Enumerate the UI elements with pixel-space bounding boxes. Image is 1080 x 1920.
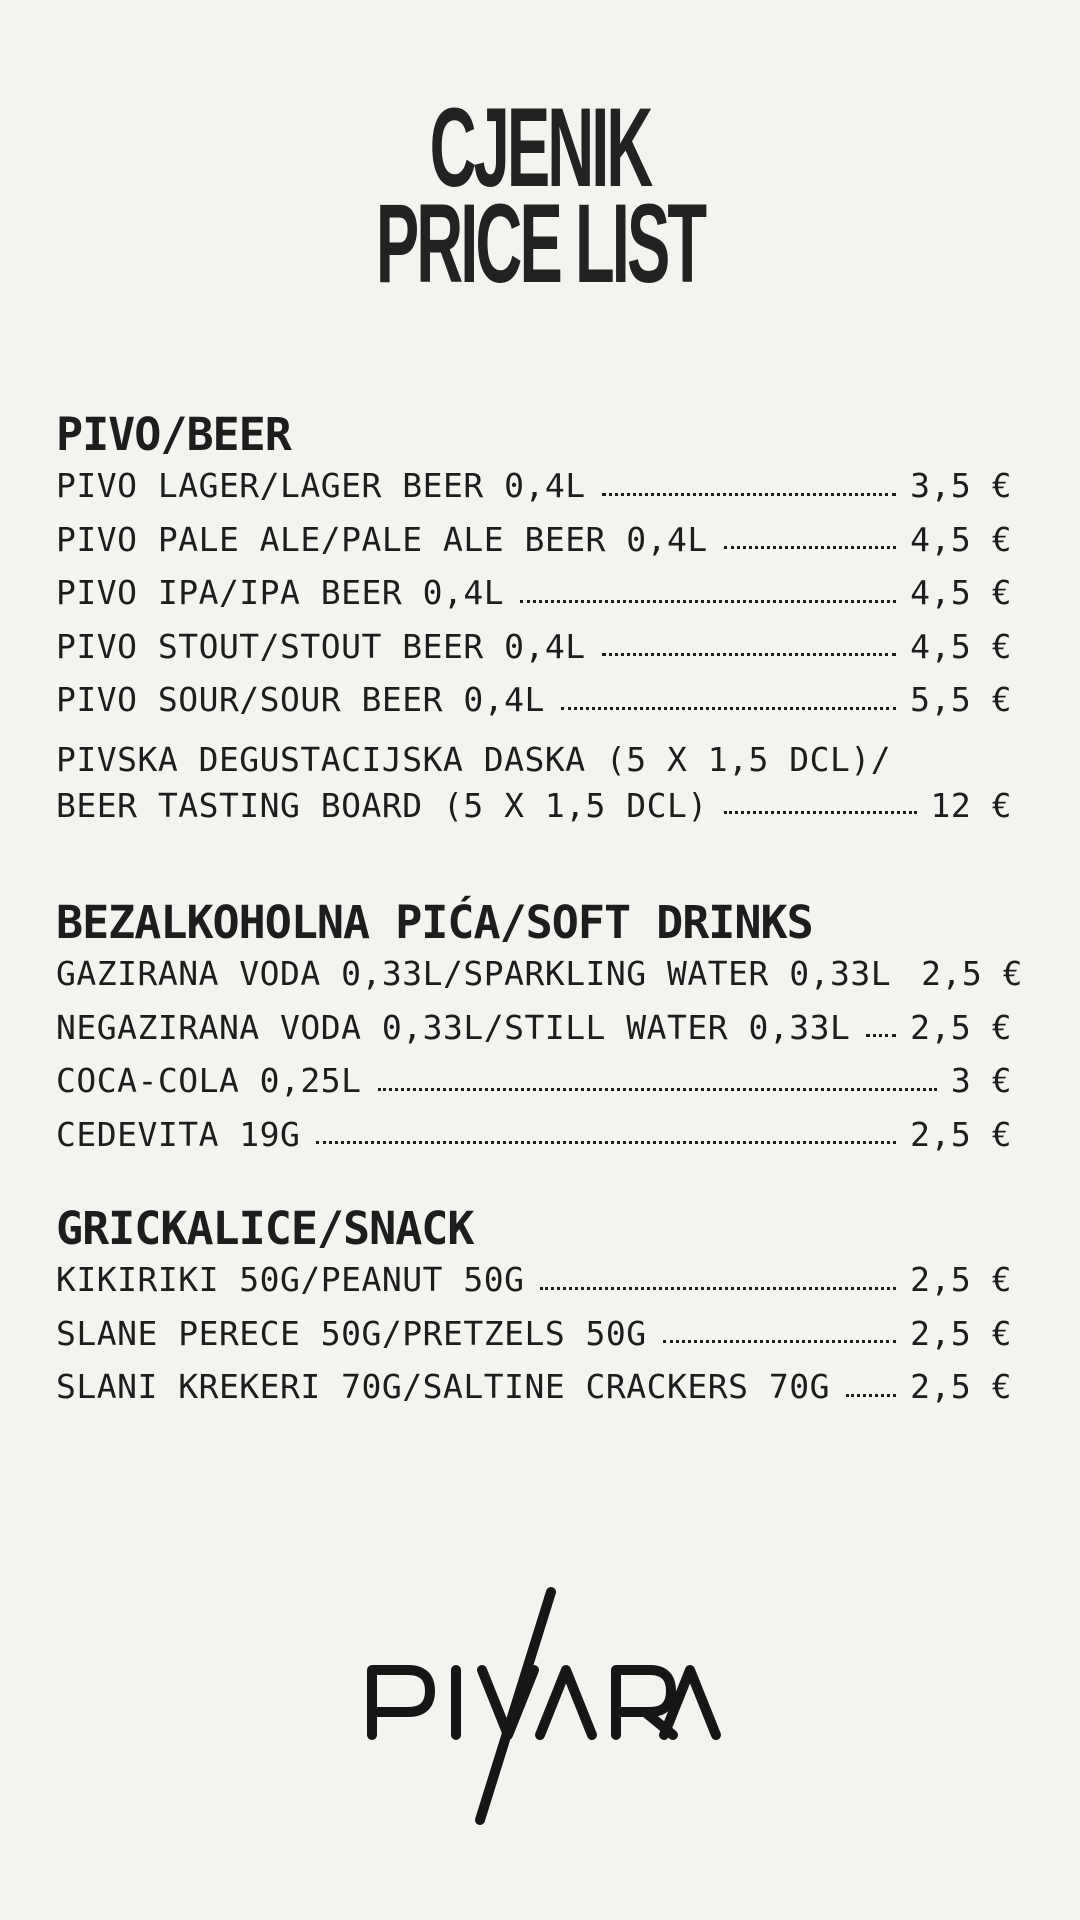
item-name: SLANE PERECE 50G/PRETZELS 50G <box>56 1313 647 1353</box>
item-price: 3 € <box>950 1061 1012 1100</box>
dot-leader <box>724 810 917 814</box>
dot-leader <box>663 1339 896 1343</box>
dot-leader <box>866 1033 896 1037</box>
dot-leader <box>602 652 897 656</box>
dot-leader <box>724 545 896 549</box>
section-soft-drinks <box>56 892 1023 1168</box>
dot-leader <box>316 1140 896 1144</box>
dot-leader <box>540 1286 896 1290</box>
menu-item-cedevita <box>56 1115 1012 1169</box>
item-name: PIVO PALE ALE/PALE ALE BEER 0,4L <box>56 519 708 559</box>
section-heading-snack: GRICKALICE/SNACK <box>56 1202 474 1255</box>
menu-item-sparkling-water <box>56 954 1023 1008</box>
menu-item-still-water <box>56 1008 1012 1062</box>
item-name: CEDEVITA 19G <box>56 1114 301 1154</box>
item-price: 4,5 € <box>910 626 1012 666</box>
item-name: PIVO LAGER/LAGER BEER 0,4L <box>56 466 586 505</box>
item-name: KIKIRIKI 50G/PEANUT 50G <box>56 1260 525 1299</box>
item-price: 4,5 € <box>910 573 1012 612</box>
item-name: COCA-COLA 0,25L <box>56 1061 362 1100</box>
pivara-logo <box>360 1580 730 1830</box>
menu-item-stout <box>56 627 1012 681</box>
item-price: 2,5 € <box>910 1007 1012 1047</box>
item-price: 5,5 € <box>910 680 1012 719</box>
item-price: 3,5 € <box>910 466 1012 505</box>
menu-item-lager <box>56 466 1012 520</box>
title-line-cjenik: CJENIK <box>429 85 651 210</box>
item-price: 2,5 € <box>910 1367 1012 1406</box>
dot-leader <box>520 599 896 603</box>
item-name-line2: BEER TASTING BOARD (5 X 1,5 DCL) <box>56 785 708 825</box>
pivara-logo-icon <box>360 1580 730 1830</box>
item-price: 12 € <box>930 785 1012 825</box>
menu-item-ipa <box>56 573 1012 627</box>
dot-leader <box>378 1087 937 1091</box>
item-price: 2,5 € <box>921 954 1023 993</box>
menu-item-sour <box>56 680 1012 734</box>
menu-item-peanut <box>56 1260 1012 1314</box>
menu-item-pretzels <box>56 1314 1012 1368</box>
item-name: SLANI KREKERI 70G/SALTINE CRACKERS 70G <box>56 1367 830 1406</box>
section-snack <box>56 1198 1012 1421</box>
item-price: 2,5 € <box>910 1114 1012 1154</box>
item-name: PIVO IPA/IPA BEER 0,4L <box>56 573 505 612</box>
item-name: PIVO SOUR/SOUR BEER 0,4L <box>56 680 545 719</box>
item-name-line1: PIVSKA DEGUSTACIJSKA DASKA (5 X 1,5 DCL)/ <box>56 739 892 779</box>
item-name: NEGAZIRANA VODA 0,33L/STILL WATER 0,33L <box>56 1007 851 1047</box>
page-title <box>0 85 1080 306</box>
dot-leader <box>846 1393 896 1397</box>
section-heading-beer: PIVO/BEER <box>56 408 291 461</box>
menu-item-pale-ale <box>56 520 1012 574</box>
menu-item-crackers <box>56 1367 1012 1421</box>
section-heading-soft-drinks: BEZALKOHOLNA PIĆA/SOFT DRINKS <box>56 896 813 949</box>
item-price: 2,5 € <box>910 1313 1012 1353</box>
item-name-line2-row <box>56 786 1012 838</box>
section-beer <box>56 404 1012 838</box>
menu-item-tasting-board <box>56 734 1012 838</box>
dot-leader <box>602 492 897 496</box>
item-price: 2,5 € <box>910 1260 1012 1299</box>
title-line-price-list: PRICE LIST <box>375 181 705 306</box>
item-price: 4,5 € <box>910 519 1012 559</box>
dot-leader <box>561 706 896 710</box>
item-name: GAZIRANA VODA 0,33L/SPARKLING WATER 0,33L <box>56 954 892 993</box>
item-name: PIVO STOUT/STOUT BEER 0,4L <box>56 626 586 666</box>
menu-item-coca-cola <box>56 1061 1012 1115</box>
